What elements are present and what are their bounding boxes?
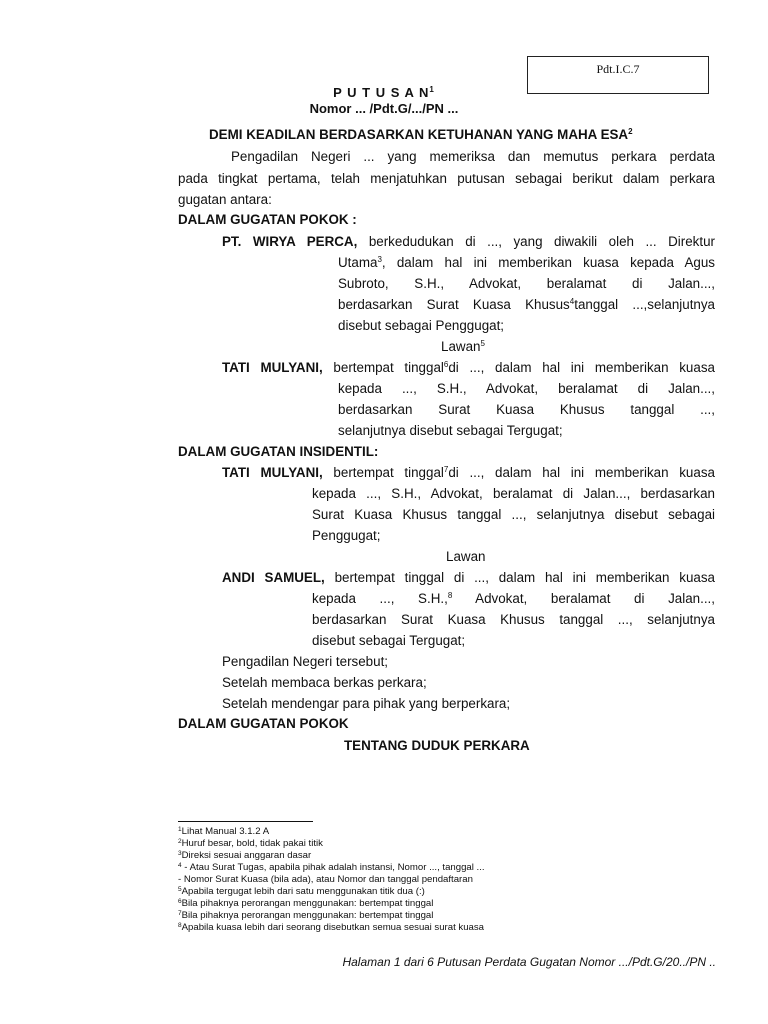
footnote-num: 7 — [178, 910, 182, 917]
pokok-lawan — [441, 339, 485, 355]
insidentil-party-1-line-3: Surat Kuasa Khusus tanggal ..., selanjutnya disebut sebagai — [312, 507, 715, 522]
intro-line-2: pada tingkat pertama, telah menjatuhkan putusan sebagai berikut dalam perkara — [178, 171, 715, 186]
irah-irah-heading — [209, 127, 633, 143]
footnote-text: Lihat Manual 3.1.2 A — [181, 826, 270, 837]
footnote-2 — [178, 838, 323, 849]
footnote-ref-3: 3 — [377, 255, 382, 264]
footnote-1 — [178, 826, 269, 837]
insidentil-party-2-name: ANDI SAMUEL, — [222, 570, 325, 585]
pokok-party-1-name: PT. WIRYA PERCA, — [222, 234, 358, 249]
putusan-title — [0, 85, 768, 100]
insidentil-party-2-line-3: berdasarkan Surat Kuasa Khusus tanggal ..., selanjutnya — [312, 612, 715, 627]
insidentil-party-2-line-4: disebut sebagai Tergugat; — [312, 633, 466, 648]
footnote-ref-6: 6 — [443, 360, 449, 369]
closing-line-2: Setelah membaca berkas perkara; — [222, 675, 427, 690]
pokok-party-1-text: berkedudukan di ..., yang diwakili oleh ... Direktur — [368, 234, 715, 249]
footnote-num: 3 — [178, 850, 182, 857]
pokok-party-1-utama: Utama — [338, 255, 378, 270]
pokok-party-1-line-5: disebut sebagai Penggugat; — [338, 318, 505, 333]
document-code-box: Pdt.I.C.7 — [527, 56, 709, 94]
footnote-6 — [178, 898, 433, 909]
insidentil-lawan: Lawan — [446, 549, 486, 564]
footnote-num: 6 — [178, 898, 182, 905]
footnote-num: 1 — [178, 826, 182, 833]
closing-line-1: Pengadilan Negeri tersebut; — [222, 654, 389, 669]
insidentil-party-1-tinggal: bertempat tinggal — [333, 465, 444, 480]
footnote-7 — [178, 910, 433, 921]
insidentil-party-1-line-1 — [222, 465, 715, 481]
pokok-party-1-kuasa: , dalam hal ini memberikan kuasa kepada Agus — [381, 255, 715, 270]
footnote-4 — [178, 862, 485, 873]
putusan-title-text: P U T U S A N — [333, 85, 430, 100]
pokok-party-2-text: di ..., dalam hal ini memberikan kuasa — [448, 360, 715, 375]
footnote-4-continued — [178, 874, 473, 885]
footnote-separator — [178, 821, 313, 822]
pokok-party-1-tanggal: tanggal ...,selanjutnya — [574, 297, 716, 312]
insidentil-party-2-line-2 — [312, 591, 715, 607]
footnote-num: 2 — [178, 838, 182, 845]
insidentil-party-1-line-2: kepada ..., S.H., Advokat, beralamat di Jalan..., berdasarkan — [312, 486, 715, 501]
insidentil-party-2-line-1 — [222, 570, 715, 586]
intro-line-3: gugatan antara: — [178, 192, 272, 207]
footnote-text: - Atau Surat Tugas, apabila pihak adalah instansi, Nomor ..., tanggal ... — [181, 862, 485, 873]
footnote-ref-8: 8 — [447, 591, 453, 600]
nomor-line: Nomor ... /Pdt.G/.../PN ... — [309, 101, 459, 116]
pokok-party-1-skk: berdasarkan Surat Kuasa Khusus — [338, 297, 570, 312]
footnote-text: Apabila tergugat lebih dari satu menggunakan titik dua (:) — [181, 886, 425, 897]
footnote-num: 8 — [178, 922, 182, 929]
insidentil-party-2-text: bertempat tinggal di ..., dalam hal ini memberikan kuasa — [334, 570, 715, 585]
footnote-8 — [178, 922, 484, 933]
page-footer: Halaman 1 dari 6 Putusan Perdata Gugatan Nomor .../Pdt.G/20../PN .. — [342, 955, 716, 969]
footnote-text: Direksi sesuai anggaran dasar — [181, 850, 312, 861]
footnote-num: 5 — [178, 886, 182, 893]
insidentil-party-1-text: di ..., dalam hal ini memberikan kuasa — [448, 465, 715, 480]
pokok-party-2-line-3: berdasarkan Surat Kuasa Khusus tanggal ..., — [338, 402, 715, 417]
closing-line-3: Setelah mendengar para pihak yang berperkara; — [222, 696, 511, 711]
footnote-ref-2: 2 — [628, 127, 633, 136]
footnote-ref-7: 7 — [443, 465, 449, 474]
insidentil-party-1-line-4: Penggugat; — [312, 528, 381, 543]
gugatan-pokok-heading: DALAM GUGATAN POKOK : — [178, 212, 357, 227]
insidentil-party-2-kepada: kepada ..., S.H., — [312, 591, 448, 606]
pokok-party-1-line-1 — [222, 234, 715, 250]
pokok-party-2-tinggal: bertempat tinggal — [333, 360, 444, 375]
insidentil-party-2-advokat: Advokat, beralamat di Jalan..., — [452, 591, 715, 606]
footnote-5 — [178, 886, 425, 897]
footnote-ref-1: 1 — [429, 85, 435, 94]
pokok-party-2-line-1 — [222, 360, 715, 376]
footnote-text: Bila pihaknya perorangan menggunakan: bertempat tinggal — [181, 910, 434, 921]
footnote-text: Huruf besar, bold, tidak pakai titik — [181, 838, 323, 849]
pokok-party-2-line-2: kepada ..., S.H., Advokat, beralamat di Jalan..., — [338, 381, 715, 396]
footnote-ref-5: 5 — [480, 339, 485, 348]
footnote-text: Bila pihaknya perorangan menggunakan: bertempat tinggal — [181, 898, 434, 909]
pokok-party-1-line-2 — [338, 255, 715, 271]
footnote-text: - Nomor Surat Kuasa (bila ada), atau Nomor dan tanggal pendaftaran — [178, 874, 473, 885]
pokok-lawan-text: Lawan — [441, 339, 481, 354]
gugatan-pokok-heading-2: DALAM GUGATAN POKOK — [178, 716, 349, 731]
footnote-num: 4 — [178, 862, 182, 869]
footnote-3 — [178, 850, 311, 861]
pokok-party-2-line-4: selanjutnya disebut sebagai Tergugat; — [338, 423, 563, 438]
irah-text: DEMI KEADILAN BERDASARKAN KETUHANAN YANG MAHA ESA — [209, 127, 629, 142]
pokok-party-1-line-4 — [338, 297, 715, 313]
gugatan-insidentil-heading: DALAM GUGATAN INSIDENTIL: — [178, 444, 379, 459]
footnote-text: Apabila kuasa lebih dari seorang disebutkan semua sesuai surat kuasa — [181, 922, 485, 933]
pokok-party-1-line-3: Subroto, S.H., Advokat, beralamat di Jalan..., — [338, 276, 715, 291]
pokok-party-2-name: TATI MULYANI, — [222, 360, 323, 375]
duduk-perkara-heading: TENTANG DUDUK PERKARA — [344, 738, 530, 753]
footnote-ref-4: 4 — [569, 297, 575, 306]
intro-line-1: Pengadilan Negeri ... yang memeriksa dan memutus perkara perdata — [231, 149, 715, 164]
insidentil-party-1-name: TATI MULYANI, — [222, 465, 323, 480]
